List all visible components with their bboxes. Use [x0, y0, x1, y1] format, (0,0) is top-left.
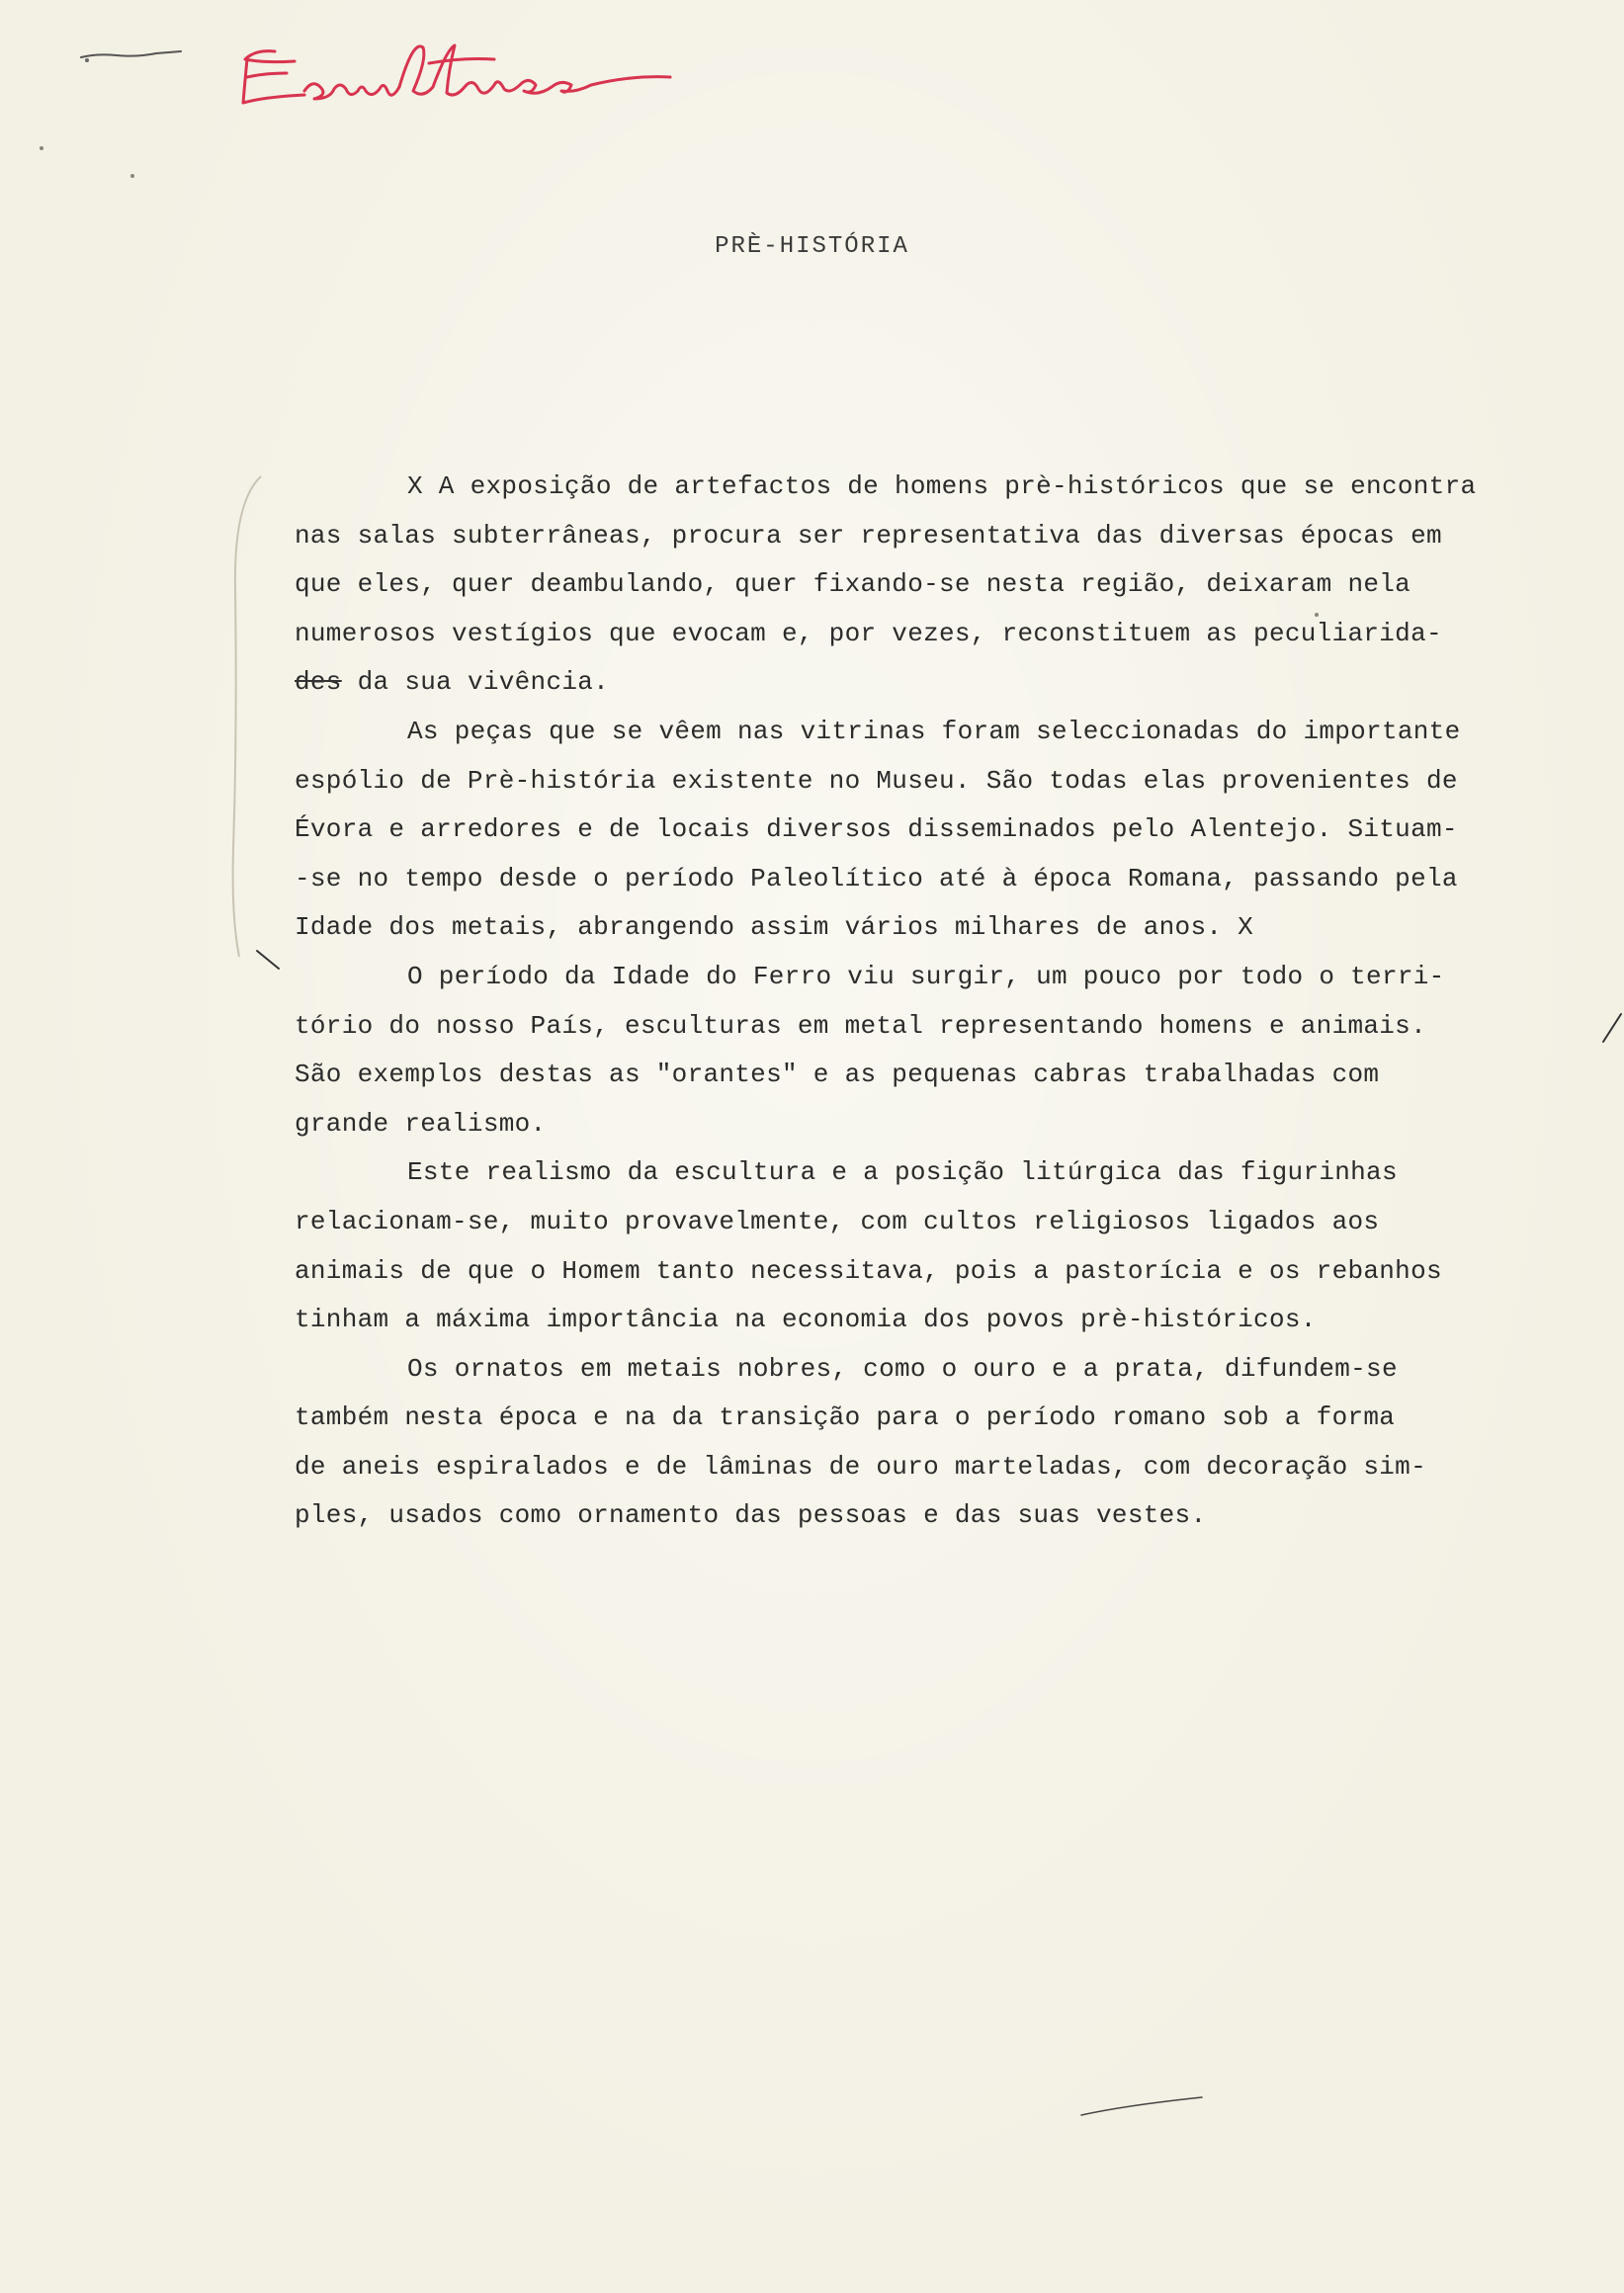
text-line: X A exposição de artefactos de homens prè-históricos que se encontra — [407, 471, 1477, 501]
text-line: de aneis espiralados e de lâminas de ouro marteladas, com decoração sim- — [295, 1451, 1426, 1482]
margin-tick-mark-right — [1599, 1012, 1623, 1046]
text-line: -se no tempo desde o período Paleolítico até à época Romana, passando pela — [295, 863, 1458, 893]
paper-speck — [130, 174, 134, 178]
handwritten-title-escultura — [235, 30, 690, 119]
paper-speck — [1315, 613, 1319, 617]
margin-pencil-line — [225, 472, 265, 967]
body-text — [295, 463, 1520, 1541]
text-line: numerosos vestígios que evocam e, por vezes, reconstituem as peculiarida- — [295, 618, 1442, 648]
text-line: As peças que se vêem nas vitrinas foram seleccionadas do importante — [407, 716, 1461, 746]
text-line: nas salas subterrâneas, procura ser representativa das diversas épocas em — [295, 520, 1442, 551]
paper-speck — [40, 146, 43, 150]
text-line: Évora e arredores e de locais diversos disseminados pelo Alentejo. Situam- — [295, 814, 1458, 845]
text-line: São exemplos destas as "orantes" e as pequenas cabras trabalhadas com — [295, 1060, 1380, 1090]
bottom-pencil-mark — [1077, 2091, 1206, 2121]
text-line: Este realismo da escultura e a posição litúrgica das figurinhas — [407, 1157, 1398, 1188]
text-line: Idade dos metais, abrangendo assim vários milhares de anos. X — [295, 912, 1254, 943]
text-line: tório do nosso País, esculturas em metal representando homens e animais. — [295, 1010, 1426, 1041]
top-pencil-mark — [77, 45, 186, 65]
text-line: ples, usados como ornamento das pessoas e das suas vestes. — [295, 1500, 1207, 1531]
page-heading: PRÈ-HISTÓRIA — [715, 233, 909, 260]
text-fragment: da sua vivência. — [341, 667, 610, 698]
text-line: Os ornatos em metais nobres, como o ouro e a prata, difundem-se — [407, 1353, 1398, 1384]
text-line: que eles, quer deambulando, quer fixando-se nesta região, deixaram nela — [295, 569, 1411, 600]
margin-tick-mark — [255, 947, 285, 975]
struck-text: des — [295, 667, 342, 698]
text-line: grande realismo. — [295, 1108, 547, 1139]
text-line: O período da Idade do Ferro viu surgir, um pouco por todo o terri- — [407, 961, 1445, 991]
text-line: tinham a máxima importância na economia dos povos prè-históricos. — [295, 1305, 1317, 1335]
text-line: espólio de Prè-história existente no Museu. São todas elas provenientes de — [295, 765, 1458, 796]
text-line — [295, 658, 1520, 708]
text-line: também nesta época e na da transição para o período romano sob a forma — [295, 1402, 1396, 1433]
text-line: animais de que o Homem tanto necessitava, pois a pastorícia e os rebanhos — [295, 1255, 1442, 1286]
text-line: relacionam-se, muito provavelmente, com cultos religiosos ligados aos — [295, 1206, 1380, 1236]
